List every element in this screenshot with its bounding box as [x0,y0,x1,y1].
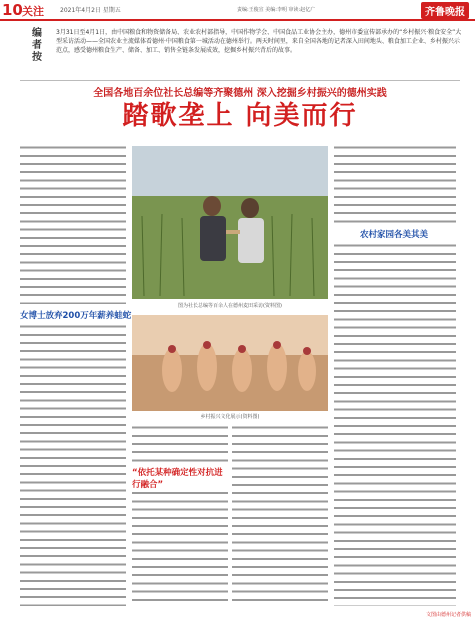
center-left-text [132,424,228,606]
photo-farmers-in-field [132,146,328,299]
right-section-head: 农村家园各美其美 [360,230,429,240]
photo-cultural-performance [132,315,328,411]
right-column-text [334,144,456,224]
article-title: 踏歌垄上 向美而行 [122,101,358,131]
editors-note-text: 3月31日至4月1日，由中国粮食和物资储备局、农业农村部指导，中国作物学会、中国食品工业协会主办，德州市委宣传部承办的“乡村振兴·粮食安全”大型采访活动——全国农业主流媒体看德州·中国粮食第一城活动在德州举行。两天时间里，来自全国各地的记者深入田间地头、粮食加工企业、乡村振兴示范点，感受德州粮食生产、储备、加工、销售全链条发展成效，挖掘乡村振兴背后的故事。 [56,29,462,54]
left-section-head: 女博士放弃200万年薪养蛙蛇 [20,311,132,321]
right-column-text-2 [334,242,456,606]
left-column-text-2 [20,323,126,606]
photo2-caption: 乡村振兴文化展示(资料图) [200,414,260,420]
section-name: 关注 [22,5,44,18]
divider [20,80,460,81]
footer-credit: 文图由德州记者供稿 [425,612,471,618]
photo1-caption: 图为社长总编等百余人在德州麦田采访(资料图) [178,303,282,309]
issue-date: 2021年4月2日 星期五 [60,7,121,14]
center-section-head: “依托某种确定性对抗进行融合” [132,466,228,490]
left-column-text [20,144,126,304]
article-subtitle: 全国各地百余位社长总编等齐聚德州 深入挖掘乡村振兴的德州实践 [93,88,387,99]
editorial-staff: 责编:王俊宣 美编:李明 审读:赵亿广 [237,7,316,13]
editors-note-label: 编者按 [32,28,42,63]
center-right-text [232,424,328,606]
newspaper-logo: 齐鲁晚报 [421,2,469,19]
page-number: 10 [2,1,23,19]
